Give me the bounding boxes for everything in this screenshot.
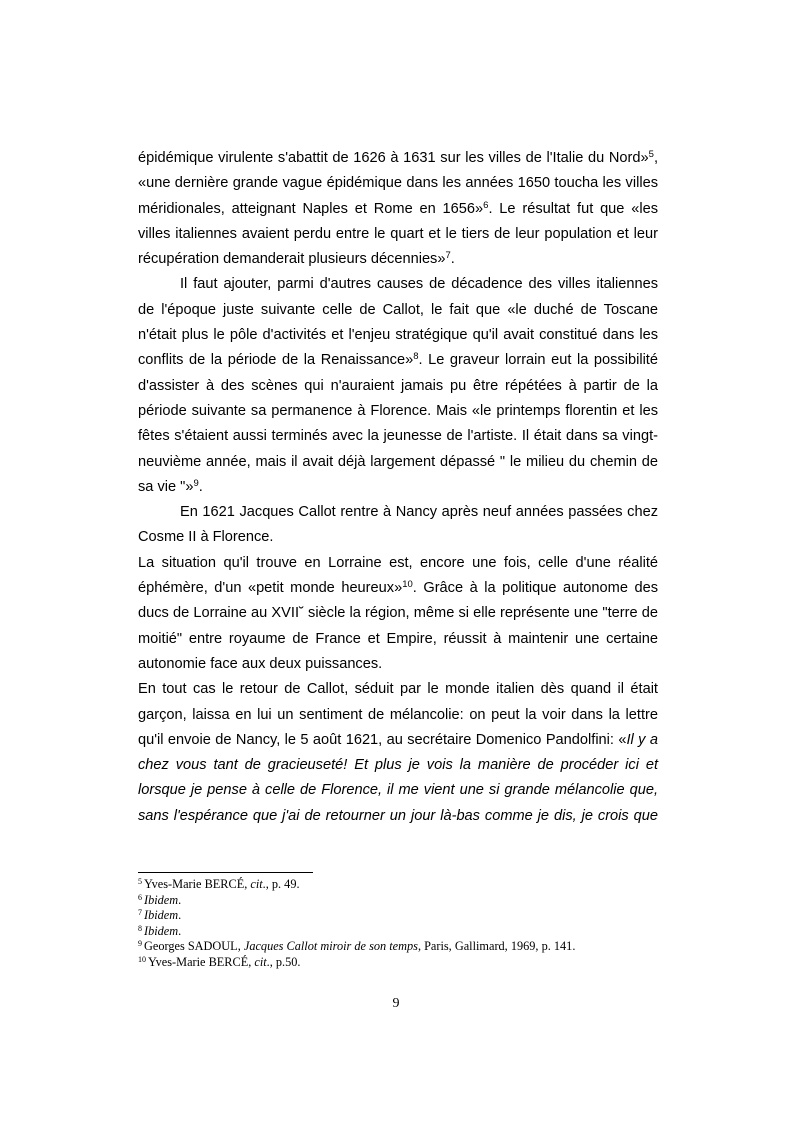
footnote-ref: 7 (445, 250, 451, 262)
text-run: ., p.50. (266, 954, 301, 969)
paragraph (138, 146, 658, 272)
text-run: . (450, 251, 455, 268)
footnote-ref: 10 (402, 579, 413, 591)
italic-text: Ibidem (144, 923, 179, 938)
footnote-number: 10 (138, 954, 146, 964)
footnote-number: 9 (138, 939, 142, 949)
italic-text: Ibidem (144, 908, 179, 923)
page-number: 9 (392, 996, 400, 1011)
text-run: . (178, 908, 182, 923)
footnote-ref: 5 (648, 149, 654, 160)
text-run: En tout cas le retour de Callot, séduit par le monde italien dès quand il était garçon, laissa en lui un sentiment de mélancolie: on peut la voir dans la lettre qu'il envoie de Nancy, le 5 août 1621, au secrétaire Domenico Pandolfini: « (138, 681, 658, 748)
paragraph (138, 500, 658, 551)
text-run: , Paris, Gallimard, 1969, p. 141. (417, 939, 576, 954)
footnote-number: 7 (138, 908, 142, 918)
footnote (138, 939, 698, 955)
italic-text: Jacques Callot miroir de son temps (243, 939, 418, 954)
text-run: . (198, 478, 203, 495)
footnote-ref: 8 (413, 351, 419, 363)
paragraph (138, 551, 658, 677)
footnotes (138, 877, 698, 971)
footnote-number: 8 (138, 923, 142, 933)
footnote-ref: 6 (483, 199, 489, 211)
footnote-number: 6 (138, 892, 142, 902)
footnote (138, 877, 698, 893)
footnote-ref: 9 (193, 477, 199, 489)
text-run: ., p. 49. (262, 877, 300, 891)
text-run: Yves-Marie BERCÉ, (144, 877, 251, 891)
italic-text: Ibidem (144, 892, 179, 907)
italic-text: cit (254, 954, 267, 969)
text-run: . (178, 923, 182, 938)
text-run: . Grâce à la politique autonome des ducs de Lorraine au XVII˘ siècle la région, même si elle représente une "terre de moitié" entre royaume de France et Empire, réussit à maintenir une certaine autonomie face aux deux puissances. (138, 580, 658, 672)
footnote (138, 924, 698, 940)
text-run: Georges SADOUL, (144, 939, 244, 954)
footnote (138, 893, 698, 909)
footnote (138, 955, 698, 971)
footnote-separator (138, 872, 313, 873)
paragraph (138, 677, 658, 829)
text-run: . Le résultat fut que «les villes italiennes avaient perdu entre le quart et le tiers de leur population et leur récupération demanderait plusieurs décennies» (138, 200, 659, 268)
text-run: Il faut ajouter, parmi d'autres causes de décadence des villes italiennes de l'époque juste suivante celle de Callot, le fait que «le duché de Toscane n'était plus le pôle d'activités et l'enjeu stratégique qu'il avait constitué dans les conflits de la période de la Renaissance» (138, 276, 658, 369)
footnote-number: 5 (138, 877, 142, 886)
text-run: En 1621 Jacques Callot rentre à Nancy après neuf années passées chez Cosme II à Florence. (138, 504, 658, 546)
text-run: . (178, 892, 182, 907)
text-run: . Le graveur lorrain eut la possibilité d'assister à des scènes qui n'auraient jamais pu être répétées à partir de la période suivante sa permanence à Florence. Mais «le printemps florentin et les fêtes s'étaient aussi terminés avec la jeunesse de l'artiste. Il était dans sa vingt-neuvième année, mais il avait déjà largement dépassé " le milieu du chemin de sa vie "» (138, 352, 658, 495)
main-text (138, 146, 658, 829)
footnote (138, 908, 698, 924)
italic-text: cit (250, 877, 263, 891)
text-run: La situation qu'il trouve en Lorraine est, encore une fois, celle d'une réalité éphémère, d'un «petit monde heureux» (138, 554, 658, 597)
italic-text: Il y a chez vous tant de gracieuseté! Et plus je vois la manière de procéder ici et lorsque je pense à celle de Florence, il me vient une si grande mélancolie que, sans l'espérance que j'ai de retourner un jour là-bas comme je dis, je crois que (138, 731, 658, 824)
paragraph (138, 272, 658, 500)
text-run: épidémique virulente s'abattit de 1626 à 1631 sur les villes de l'Italie du Nord» (138, 150, 649, 166)
text-run: , «une dernière grande vague épidémique dans les années 1650 toucha les villes méridionales, atteignant Naples et Rome en 1656» (138, 150, 658, 217)
text-run: Yves-Marie BERCÉ, (148, 954, 255, 969)
